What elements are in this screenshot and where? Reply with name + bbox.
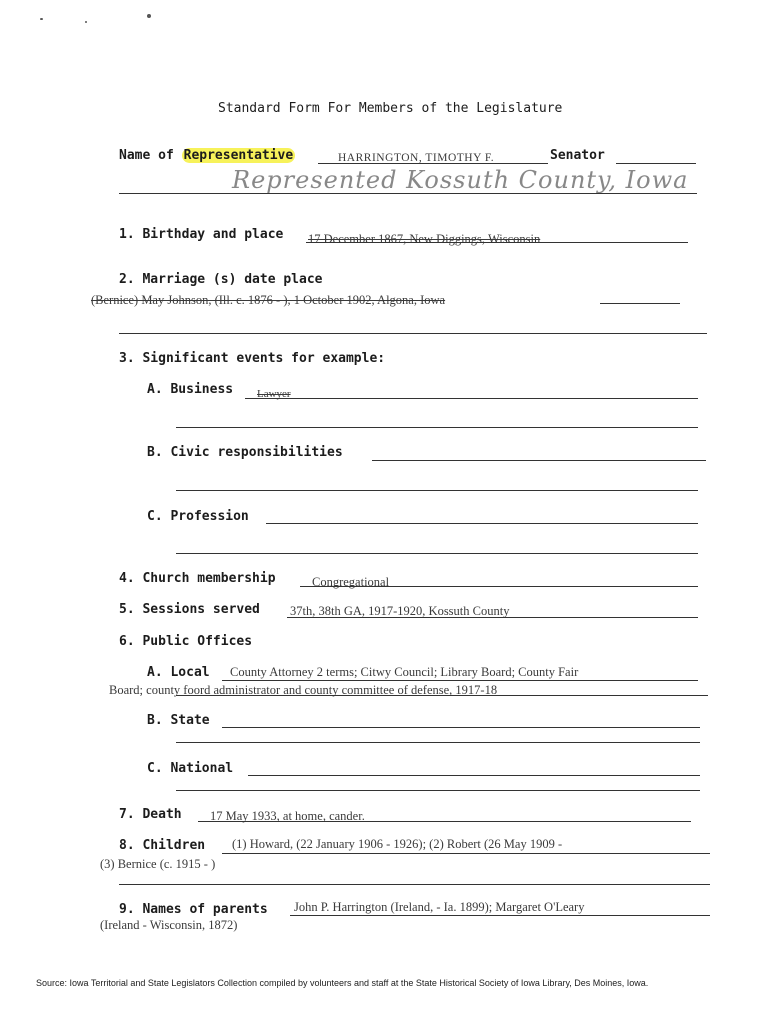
death-value: 17 May 1933, at home, cander. [210, 809, 365, 823]
local-value-1: County Attorney 2 terms; Citwy Council; Library Board; County Fair [230, 665, 579, 679]
church-label: 4. Church membership [119, 571, 276, 586]
profession-underline [266, 523, 698, 524]
national-underline [248, 775, 700, 776]
business-underline [245, 398, 698, 399]
state-blank-line [176, 742, 700, 743]
national-label: C. National [147, 761, 234, 776]
death-label: 7. Death [119, 807, 182, 822]
children-blank-line [119, 884, 710, 885]
scan-speck [147, 14, 151, 18]
birthday-value: 17 December 1867, New Diggings, Wisconsin [308, 232, 541, 246]
civic-blank-line [176, 490, 698, 491]
church-value: Congregational [312, 575, 390, 589]
representative-highlight: Representative [183, 148, 294, 163]
marriage-underline [600, 303, 680, 304]
birthday-underline [306, 242, 688, 243]
business-label: A. Business [147, 382, 234, 397]
state-label: B. State [147, 713, 210, 728]
parents-value-2: (Ireland - Wisconsin, 1872) [100, 918, 238, 932]
death-underline [198, 821, 691, 822]
state-underline [222, 727, 700, 728]
national-blank-line [176, 790, 700, 791]
profession-label: C. Profession [147, 509, 249, 524]
name-label: Name of [119, 148, 182, 163]
local-underline [222, 680, 698, 681]
children-underline [222, 853, 710, 854]
senator-label: Senator [550, 148, 605, 163]
sessions-value: 37th, 38th GA, 1917-1920, Kossuth County [290, 604, 510, 618]
marriage-value: (Bernice) May Johnson, (Ill. c. 1876 - ), 1 October 1902, Algona, Iowa [91, 293, 446, 307]
business-blank-line [176, 427, 698, 428]
handwritten-note: Represented Kossuth County, Iowa [232, 166, 689, 194]
church-underline [300, 586, 698, 587]
sessions-label: 5. Sessions served [119, 602, 260, 617]
parents-underline [290, 915, 710, 916]
public-offices-label: 6. Public Offices [119, 634, 253, 649]
profession-blank-line [176, 553, 698, 554]
name-row [119, 148, 295, 163]
local-value-2: Board; county foord administrator and county committee of defense, 1917-18 [109, 683, 498, 697]
significant-events-label: 3. Significant events for example: [119, 351, 386, 366]
local-label: A. Local [147, 665, 210, 680]
children-value-2: (3) Bernice (c. 1915 - ) [100, 857, 216, 871]
parents-label: 9. Names of parents [119, 902, 268, 917]
handwritten-underline [119, 193, 697, 194]
scan-speck [40, 18, 43, 20]
sessions-underline [287, 617, 698, 618]
marriage-label: 2. Marriage (s) date place [119, 272, 323, 287]
civic-underline [372, 460, 706, 461]
civic-label: B. Civic responsibilities [147, 445, 343, 460]
form-title: Standard Form For Members of the Legislature [218, 101, 563, 116]
parents-value-1: John P. Harrington (Ireland, - Ia. 1899); Margaret O'Leary [294, 900, 585, 914]
children-value-1: (1) Howard, (22 January 1906 - 1926); (2) Robert (26 May 1909 - [232, 837, 563, 851]
children-label: 8. Children [119, 838, 206, 853]
source-note: Source: Iowa Territorial and State Legislators Collection compiled by volunteers and staff at the State Historical Society of Iowa Library, Des Moines, Iowa. [36, 978, 649, 988]
marriage-blank-line [119, 333, 707, 334]
business-value: Lawyer [257, 388, 291, 400]
senator-underline [616, 163, 696, 164]
birthday-label: 1. Birthday and place [119, 227, 284, 242]
scan-speck [85, 21, 87, 23]
local-underline-2 [176, 695, 708, 696]
name-value: HARRINGTON, TIMOTHY F. [338, 152, 495, 164]
